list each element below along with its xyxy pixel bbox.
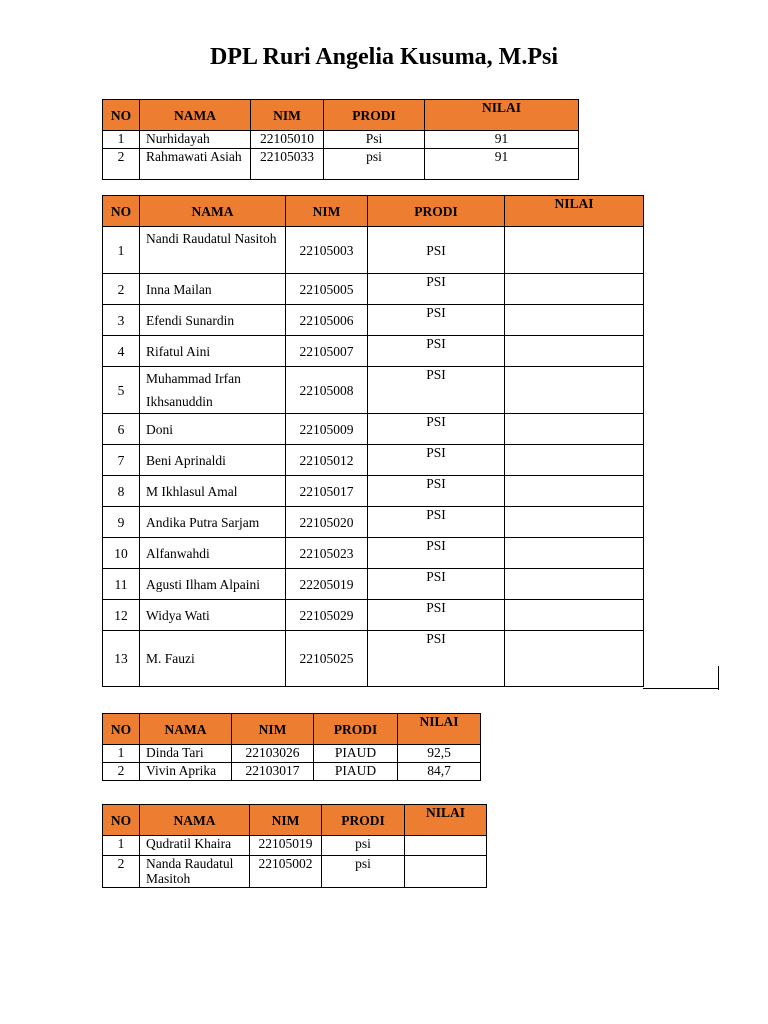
cell-no: 2 [103, 149, 140, 180]
page-title: DPL Ruri Angelia Kusuma, M.Psi [209, 44, 559, 70]
cell-nim: 22103026 [232, 745, 314, 763]
cell-nama: Widya Wati [140, 600, 286, 631]
cell-nama: Beni Aprinaldi [140, 445, 286, 476]
cell-nim: 22105005 [286, 274, 368, 305]
cell-nilai [505, 445, 644, 476]
table-row [103, 745, 481, 763]
cell-nim: 22105012 [286, 445, 368, 476]
cell-nim: 22105009 [286, 414, 368, 445]
cell-prodi: PSI [368, 476, 505, 507]
cell-nilai: 84,7 [398, 763, 481, 781]
cell-nama: Qudratil Khaira [140, 836, 250, 856]
cell-no: 7 [103, 445, 140, 476]
cell-nim: 22105025 [286, 631, 368, 687]
cell-no: 8 [103, 476, 140, 507]
cell-no: 2 [103, 763, 140, 781]
cell-nama: M. Fauzi [140, 631, 286, 687]
cell-no: 1 [103, 131, 140, 149]
header-nim: NIM [232, 714, 314, 745]
cell-nim: 22105006 [286, 305, 368, 336]
cell-nama: Andika Putra Sarjam [140, 507, 286, 538]
cell-nama: Rifatul Aini [140, 336, 286, 367]
table-header-row [103, 100, 579, 131]
cell-no: 4 [103, 336, 140, 367]
cell-prodi: PSI [368, 507, 505, 538]
table-row [103, 131, 579, 149]
table-row [103, 336, 644, 367]
header-nama: NAMA [140, 805, 250, 836]
cell-no: 11 [103, 569, 140, 600]
cell-nilai [505, 600, 644, 631]
cell-prodi: PIAUD [314, 763, 398, 781]
cell-nim: 22105023 [286, 538, 368, 569]
table-row [103, 507, 644, 538]
table-row [103, 631, 644, 687]
cell-no: 9 [103, 507, 140, 538]
cell-nim: 22103017 [232, 763, 314, 781]
table-row [103, 569, 644, 600]
cell-prodi: PSI [368, 631, 505, 687]
header-no: NO [103, 805, 140, 836]
header-nama: NAMA [140, 196, 286, 227]
header-nilai: NILAI [425, 100, 579, 131]
table-row [103, 274, 644, 305]
header-nama: NAMA [140, 714, 232, 745]
header-nilai: NILAI [398, 714, 481, 745]
cell-prodi: PSI [368, 569, 505, 600]
header-no: NO [103, 100, 140, 131]
header-no: NO [103, 196, 140, 227]
header-nim: NIM [251, 100, 324, 131]
cell-nim: 22105002 [250, 856, 322, 888]
cell-nilai: 91 [425, 131, 579, 149]
cell-nilai [505, 336, 644, 367]
student-table-1 [102, 99, 579, 180]
cell-nama: M Ikhlasul Amal [140, 476, 286, 507]
cell-nim: 22205019 [286, 569, 368, 600]
cell-prodi: PSI [368, 227, 505, 274]
cell-prodi: PSI [368, 445, 505, 476]
cell-nilai [405, 836, 487, 856]
cell-nim: 22105033 [251, 149, 324, 180]
cell-nim: 22105010 [251, 131, 324, 149]
cell-nama: Muhammad Irfan Ikhsanuddin [140, 367, 286, 414]
cell-nim: 22105007 [286, 336, 368, 367]
cell-no: 12 [103, 600, 140, 631]
cell-nilai: 91 [425, 149, 579, 180]
cell-nama: Inna Mailan [140, 274, 286, 305]
student-table-2 [102, 195, 644, 687]
header-prodi: PRODI [368, 196, 505, 227]
cell-no: 13 [103, 631, 140, 687]
table-row [103, 149, 579, 180]
cell-nama: Nandi Raudatul Nasitoh [140, 227, 286, 274]
cell-nama: Rahmawati Asiah [140, 149, 251, 180]
cell-no: 6 [103, 414, 140, 445]
cell-nama: Vivin Aprika [140, 763, 232, 781]
cell-nilai [405, 856, 487, 888]
cell-nim: 22105020 [286, 507, 368, 538]
header-prodi: PRODI [314, 714, 398, 745]
cell-nilai [505, 305, 644, 336]
cell-no: 3 [103, 305, 140, 336]
table-header-row [103, 196, 644, 227]
cell-nama: Nurhidayah [140, 131, 251, 149]
cell-nilai [505, 414, 644, 445]
cell-no: 5 [103, 367, 140, 414]
cell-nim: 22105019 [250, 836, 322, 856]
cell-no: 2 [103, 856, 140, 888]
cell-prodi: PSI [368, 538, 505, 569]
cell-prodi: psi [322, 836, 405, 856]
cell-prodi: PSI [368, 274, 505, 305]
header-nilai: NILAI [505, 196, 644, 227]
table-border-fragment [643, 688, 719, 689]
table-row [103, 538, 644, 569]
table-row [103, 227, 644, 274]
cell-prodi: PSI [368, 414, 505, 445]
table-row [103, 600, 644, 631]
cell-nilai [505, 569, 644, 600]
cell-nama: Dinda Tari [140, 745, 232, 763]
header-no: NO [103, 714, 140, 745]
cell-nama: Alfanwahdi [140, 538, 286, 569]
table-row [103, 476, 644, 507]
cell-nilai [505, 631, 644, 687]
cell-nilai [505, 367, 644, 414]
cell-nama: Efendi Sunardin [140, 305, 286, 336]
header-nim: NIM [250, 805, 322, 836]
cell-no: 1 [103, 227, 140, 274]
cell-nilai [505, 476, 644, 507]
student-table-3 [102, 713, 481, 781]
header-nama: NAMA [140, 100, 251, 131]
cell-no: 1 [103, 745, 140, 763]
table-row [103, 445, 644, 476]
cell-no: 10 [103, 538, 140, 569]
cell-nama: Agusti Ilham Alpaini [140, 569, 286, 600]
cell-prodi: PIAUD [314, 745, 398, 763]
cell-nim: 22105003 [286, 227, 368, 274]
cell-prodi: psi [322, 856, 405, 888]
cell-prodi: PSI [368, 336, 505, 367]
cell-nim: 22105029 [286, 600, 368, 631]
cell-prodi: Psi [324, 131, 425, 149]
cell-prodi: psi [324, 149, 425, 180]
table-border-fragment [718, 666, 719, 690]
table-row [103, 856, 487, 888]
table-row [103, 414, 644, 445]
cell-nilai [505, 274, 644, 305]
table-row [103, 367, 644, 414]
cell-prodi: PSI [368, 600, 505, 631]
table-header-row [103, 714, 481, 745]
table-header-row [103, 805, 487, 836]
cell-nilai [505, 227, 644, 274]
cell-nilai: 92,5 [398, 745, 481, 763]
table-row [103, 836, 487, 856]
cell-nim: 22105008 [286, 367, 368, 414]
cell-prodi: PSI [368, 367, 505, 414]
cell-nim: 22105017 [286, 476, 368, 507]
header-nilai: NILAI [405, 805, 487, 836]
student-table-4 [102, 804, 487, 888]
table-row [103, 305, 644, 336]
cell-nilai [505, 507, 644, 538]
table-row [103, 763, 481, 781]
cell-nama: Doni [140, 414, 286, 445]
cell-prodi: PSI [368, 305, 505, 336]
header-nim: NIM [286, 196, 368, 227]
cell-no: 2 [103, 274, 140, 305]
cell-nama: Nanda Raudatul Masitoh [140, 856, 250, 888]
cell-no: 1 [103, 836, 140, 856]
header-prodi: PRODI [322, 805, 405, 836]
cell-nilai [505, 538, 644, 569]
header-prodi: PRODI [324, 100, 425, 131]
